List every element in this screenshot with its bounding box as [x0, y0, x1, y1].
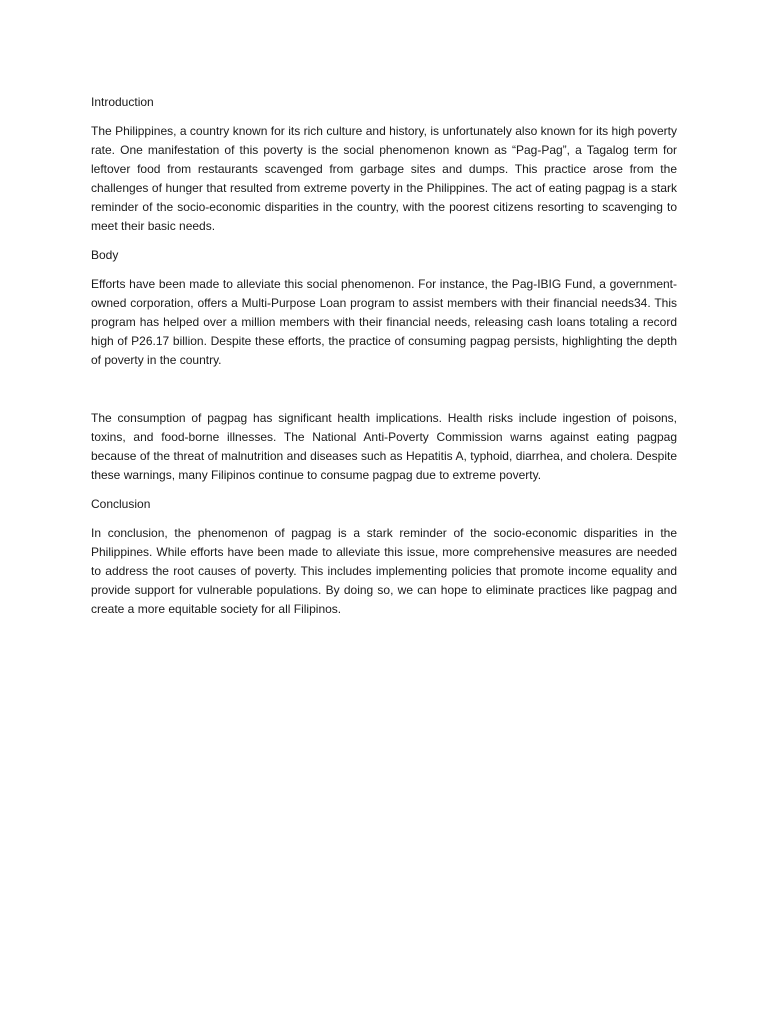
section-heading-conclusion: Conclusion	[91, 497, 151, 511]
introduction-paragraph: The Philippines, a country known for its rich culture and history, is unfortunately also known for its high poverty rate. One manifestation of this poverty is the social phenomenon known as “Pag-Pag”, a Tagalog term for leftover food from restaurants scavenged from garbage sites and dumps. This practice arose from the challenges of hunger that resulted from extreme poverty in the Philippines. The act of eating pagpag is a stark reminder of the socio-economic disparities in the country, with the poorest citizens resorting to scavenging to meet their basic needs.	[91, 124, 677, 233]
section-heading-body: Body	[91, 248, 119, 262]
document-body	[91, 93, 677, 629]
section-heading-introduction: Introduction	[91, 95, 154, 109]
body-paragraph-efforts: Efforts have been made to alleviate this social phenomenon. For instance, the Pag-IBIG Fund, a government-owned corporation, offers a Multi-Purpose Loan program to assist members with their financial needs34. This program has helped over a million members with their financial needs, releasing cash loans totaling a record high of P26.17 billion. Despite these efforts, the practice of consuming pagpag persists, highlighting the depth of poverty in the country.	[91, 277, 677, 367]
body-paragraph-health: The consumption of pagpag has significant health implications. Health risks include ingestion of poisons, toxins, and food-borne illnesses. The National Anti-Poverty Commission warns against eating pagpag because of the threat of malnutrition and diseases such as Hepatitis A, typhoid, diarrhea, and cholera. Despite these warnings, many Filipinos continue to consume pagpag due to extreme poverty.	[91, 411, 677, 482]
conclusion-paragraph: In conclusion, the phenomenon of pagpag is a stark reminder of the socio-economic disparities in the Philippines. While efforts have been made to alleviate this issue, more comprehensive measures are needed to address the root causes of poverty. This includes implementing policies that promote income equality and provide support for vulnerable populations. By doing so, we can hope to eliminate practices like pagpag and create a more equitable society for all Filipinos.	[91, 526, 677, 616]
